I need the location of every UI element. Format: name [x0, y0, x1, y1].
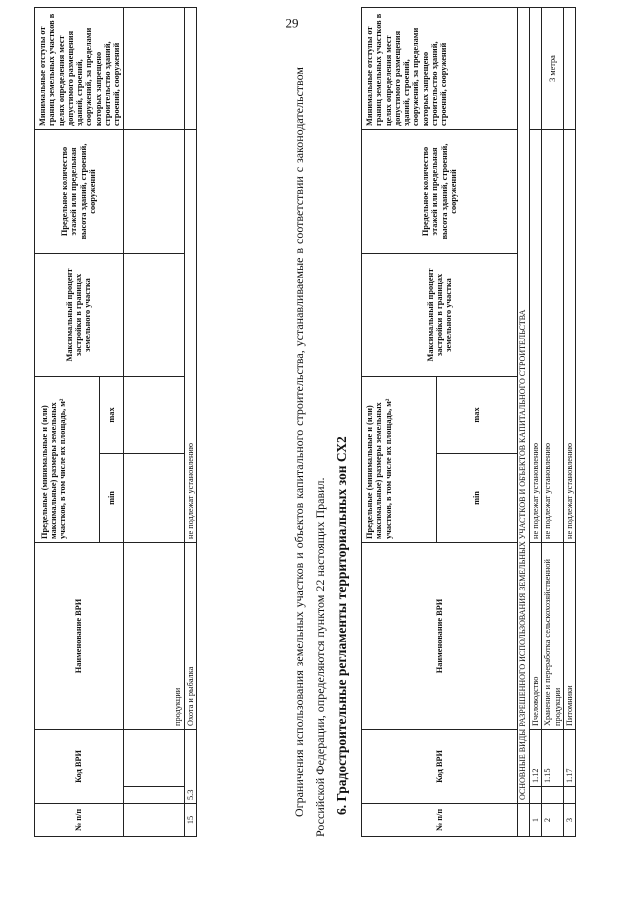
table-row — [542, 8, 564, 837]
regulations-table-continued — [34, 7, 197, 837]
header-name: Наименование ВРИ — [35, 543, 124, 730]
row-num: 2 — [542, 804, 564, 837]
row-code: 1.12 — [529, 730, 541, 787]
row-name-continued: продукции — [123, 543, 184, 730]
row-num: 3 — [563, 804, 575, 837]
page-number: 29 — [285, 15, 299, 31]
section-title: ОСНОВНЫЕ ВИДЫ РАЗРЕШЕННОГО ИСПОЛЬЗОВАНИЯ ЗЕМЕЛЬНЫХ УЧАСТКОВ И ОБЪЕКТОВ КАПИТАЛЬНОГО СТРОИТЕЛЬСТВА — [518, 8, 530, 804]
row-num: 15 — [184, 804, 196, 837]
header-floors: Предельное количество этажей или предельная высота зданий, строений, сооружений — [362, 130, 518, 254]
table-row — [184, 8, 196, 837]
row-value: не подлежат установлению — [529, 130, 541, 543]
row-value: не подлежат установлению — [542, 130, 564, 543]
header-min: min — [437, 454, 518, 543]
row-code: 1.17 — [563, 730, 575, 787]
row-num: 1 — [529, 804, 541, 837]
header-num: № п/п — [35, 804, 124, 837]
section-row — [518, 8, 530, 837]
table-row — [529, 8, 541, 837]
table-row — [563, 8, 575, 837]
header-floors: Предельное количество этажей или предельная высота зданий, строений, сооружений — [35, 130, 124, 254]
header-setback: Минимальные отступы от границ земельных участков в целях определения мест допустимого размещения зданий, строений, сооружений, за пределами которых запрещено строительство зданий, строений, сооружений — [35, 8, 124, 130]
header-max: max — [100, 377, 123, 454]
row-value: не подлежат установлению — [563, 130, 575, 543]
row-name: Пчеловодство — [529, 543, 541, 730]
row-name: Охота и рыбалка — [184, 543, 196, 730]
table-header-row — [35, 8, 100, 837]
header-name: Наименование ВРИ — [362, 543, 518, 730]
regulations-table-sx2 — [361, 7, 576, 837]
header-max: max — [437, 377, 518, 454]
restrictions-paragraph: Ограничения использования земельных участков и объектов капитального строительства, устанавливаемые в соответствии с законодательством Российской Федерации, определяются пунктом 22 настоящих Правил. — [292, 67, 327, 837]
row-name: Питомники — [563, 543, 575, 730]
header-size: Предельные (минимальные и (или) максимальные) размеры земельных участков, в том числе их площадь, м² — [35, 377, 100, 543]
header-percent: Максимальный процент застройки в границах земельного участка — [362, 254, 518, 377]
header-min: min — [100, 454, 123, 543]
row-name: Хранение и переработка сельскохозяйственной продукции — [542, 543, 564, 730]
section-heading: 6. Градостроительные регламенты территориальных зон СХ2 — [334, 436, 349, 815]
header-code: Код ВРИ — [35, 730, 124, 804]
table-row — [123, 8, 184, 837]
row-code: 5.3 — [184, 730, 196, 804]
row-code: 1.15 — [542, 730, 564, 787]
header-percent: Максимальный процент застройки в границах земельного участка — [35, 254, 124, 377]
row-setback: 3 метра — [542, 8, 564, 130]
header-size: Предельные (минимальные и (или) максимальные) размеры земельных участков, в том числе их площадь, м² — [362, 377, 437, 543]
row-value: не подлежат установлению — [184, 130, 196, 543]
header-setback: Минимальные отступы от границ земельных участков в целях определения мест допустимого размещения зданий, строений, сооружений, за пределами которых запрещено строительство зданий, строений, сооружений — [362, 8, 518, 130]
table-header-row — [362, 8, 437, 837]
header-code: Код ВРИ — [362, 730, 518, 804]
header-num: № п/п — [362, 804, 518, 837]
